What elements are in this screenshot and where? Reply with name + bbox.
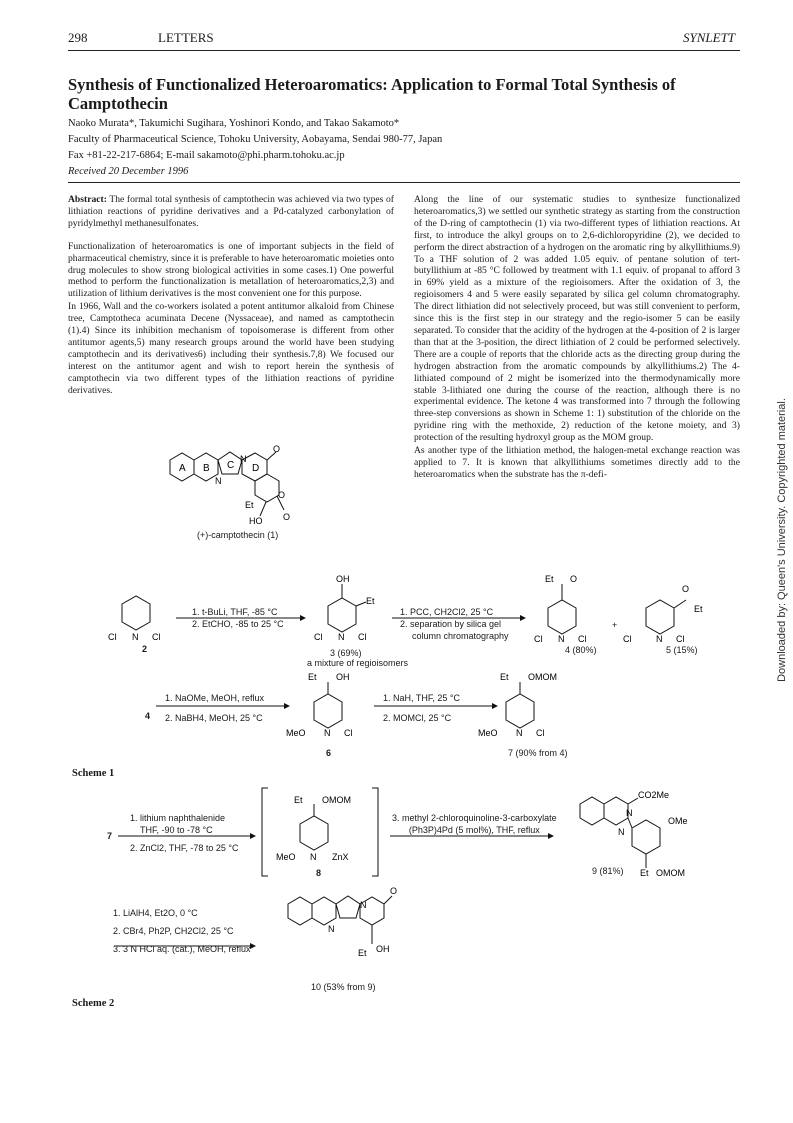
page-number: 298 (68, 30, 88, 45)
atom-cl: Cl (676, 634, 685, 644)
download-notice-wrapper (772, 370, 792, 710)
ring-a-label: A (179, 463, 186, 474)
atom-cl: Cl (108, 632, 117, 642)
affiliation: Faculty of Pharmaceutical Science, Tohoku University, Aobayama, Sendai 980-77, Japan (68, 134, 443, 145)
atom-o: O (278, 490, 286, 500)
abstract-label: Abstract: (68, 194, 107, 205)
condition: (Ph3P)4Pd (5 mol%), THF, reflux (408, 825, 540, 835)
scheme1-diagram (100, 572, 740, 792)
received-date: Received 20 December 1996 (68, 166, 189, 177)
paragraph: Along the line of our systematic studies to synthesize functionalized heteroaromatics,3) we settled our synthetic strategy as starting from the construction of the D-ring of camptothecin (1) via two-different types of lithiation reactions. At first, to introduce the alkyl groups on to 2,6-dichloropyridine (2), we decided to perform the direct abstraction of a hydrogen on the aromatic ring by alkyllithiums.9) To a THF solution of 2 was added 1.05 equiv. of pentane solution of tert-butyllithium at -85 °C followed by treatment with 1.1 equiv. of propanal to afford 3 in 69% yield as a mixture of the regioisomers. After the oxidation of 3, the regioisomers 4 and 5 were easily separated by silica gel column chromatography. The direct lithiation did not selectively proceed, but was still convenient to perform, since this is the first step in our strategy and the regio-isomer 5 can be easily separated. To consider that the acidity of the hydrogen at the 4-position of 2 is larger than that at the 3-position, the direct lithiation of 2 could be performed selectively. There are a couple of reports that the chloride acts as the directing group during the hydrogen abstraction from the aromatic compounds by alkyllithiums.2) The 4-lithiated compound of 2 might be isomerized into the thermodynamically more stable 3-lithiated one during the course of the reaction, although there is no experimental evidence. The ketone 4 was transformed into 7 through the following three-step conversions as shown in Scheme 1: 1) substitution of the chloride on the pyridine ring with the methoxide, 2) reduction of the ketone moiety, and 3) protection of the resulting hydroxyl group as the MOM group. (414, 194, 740, 444)
atom-n: N (215, 476, 222, 486)
scheme2-step1 (130, 812, 238, 854)
scheme2-label: Scheme 2 (72, 998, 115, 1009)
atom-omom: OMOM (528, 672, 557, 682)
condition: 3. 3 N HCl aq. (cat.), MeOH, reflux (113, 944, 251, 954)
atom-cl: Cl (623, 634, 632, 644)
scheme1-label: Scheme 1 (72, 768, 115, 779)
scheme1-step4 (383, 692, 460, 724)
atom-n: N (132, 632, 139, 642)
atom-et: Et (358, 948, 367, 958)
compound-3-note: a mixture of regioisomers (307, 658, 409, 668)
atom-cl: Cl (536, 728, 545, 738)
condition: 1. t-BuLi, THF, -85 °C (192, 607, 278, 617)
condition: 1. LiAlH4, Et2O, 0 °C (113, 908, 198, 918)
atom-n: N (360, 900, 367, 910)
atom-o: O (682, 584, 690, 594)
atom-n: N (338, 632, 345, 642)
atom-et: Et (640, 868, 649, 878)
atom-n: N (328, 924, 335, 934)
start-compound-7: 7 (107, 831, 113, 841)
right-column (414, 194, 740, 482)
atom-cl: Cl (534, 634, 543, 644)
ethyl-group: Et (245, 500, 254, 510)
atom-et: Et (308, 672, 317, 682)
plus-sign: + (612, 620, 618, 630)
atom-n: N (240, 454, 247, 464)
scheme2-step2 (392, 812, 557, 836)
atom-o: O (273, 444, 281, 454)
contact-info: Fax +81-22-217-6864; E-mail sakamoto@phi.pharm.tohoku.ac.jp (68, 150, 345, 161)
atom-cl: Cl (152, 632, 161, 642)
atom-et: Et (294, 795, 303, 805)
ring-c-label: C (227, 460, 235, 471)
compound-6-label: 6 (326, 748, 332, 758)
scheme1-step1 (192, 606, 284, 630)
atom-meo: MeO (276, 852, 296, 862)
journal-name: SYNLETT (683, 30, 736, 45)
abstract (68, 194, 394, 230)
compound-9-label: 9 (81%) (592, 866, 624, 876)
condition: 2. separation by silica gel (400, 619, 502, 629)
atom-cl: Cl (578, 634, 587, 644)
atom-ome: OMe (668, 816, 688, 826)
atom-oh: OH (336, 672, 350, 682)
atom-et: Et (694, 604, 703, 614)
atom-et: Et (545, 574, 554, 584)
condition: 1. NaH, THF, 25 °C (383, 693, 460, 703)
scheme1-step2 (400, 606, 509, 642)
compound-2-label: 2 (142, 644, 148, 654)
start-compound-4: 4 (145, 711, 151, 721)
atom-et: Et (366, 596, 375, 606)
condition: 2. ZnCl2, THF, -78 to 25 °C (130, 843, 239, 853)
download-notice: Downloaded by: Queen's University. Copyrighted material. (776, 398, 788, 682)
compound-10-label: 10 (53% from 9) (311, 982, 376, 992)
figure-caption: (+)-camptothecin (1) (197, 530, 279, 540)
paragraph: Functionalization of heteroaromatics is one of important subjects in the field of pharmaceutical chemistry, since it is preferable to have heteroaromatic moieties onto drug molecules to show strong biological activities in some cases.1) One powerful method to perform the functionalization is metallation of heteroaromatics,2,3) and utilization of lithium derivatives is the most convenient one for this purpose. (68, 240, 394, 300)
condition: 2. EtCHO, -85 to 25 °C (192, 619, 284, 629)
condition: THF, -90 to -78 °C (140, 825, 213, 835)
atom-meo: MeO (478, 728, 498, 738)
atom-o: O (570, 574, 578, 584)
ring-b-label: B (203, 463, 210, 474)
atom-oh: OH (336, 574, 350, 584)
atom-cl: Cl (314, 632, 323, 642)
atom-meo: MeO (286, 728, 306, 738)
atom-o: O (390, 886, 398, 896)
condition: 2. CBr4, Ph2P, CH2Cl2, 25 °C (113, 926, 234, 936)
compound-5-label: 5 (15%) (666, 645, 698, 655)
left-column (68, 194, 394, 398)
paragraph: As another type of the lithiation method, the halogen-metal exchange reaction was applied to 7. It is known that alkyllithiums sometimes directly add to the heteroaromatics when the substrate has the π-defi- (414, 445, 740, 480)
atom-cl: Cl (344, 728, 353, 738)
atom-n: N (310, 852, 317, 862)
abstract-text: The formal total synthesis of camptothecin was achieved via two types of lithiation reactions of pyridine derivatives and a Pd-catalyzed carbonylation of pyridylmethyl methanesulfonates. (68, 194, 394, 229)
atom-omom: OMOM (322, 795, 351, 805)
atom-znx: ZnX (332, 852, 349, 862)
condition: 3. methyl 2-chloroquinoline-3-carboxylate (392, 813, 557, 823)
atom-n: N (516, 728, 523, 738)
ring-d-label: D (252, 463, 260, 474)
compound-4-label: 4 (80%) (565, 645, 597, 655)
atom-n: N (618, 827, 625, 837)
condition: 2. NaBH4, MeOH, 25 °C (165, 713, 263, 723)
condition: 1. PCC, CH2Cl2, 25 °C (400, 607, 494, 617)
condition: column chromatography (412, 631, 509, 641)
atom-oh: OH (376, 944, 390, 954)
condition: 1. NaOMe, MeOH, reflux (165, 693, 265, 703)
header-rule (68, 50, 740, 51)
compound-3-label: 3 (69%) (330, 648, 362, 658)
atom-co2me: CO2Me (638, 790, 670, 800)
atom-n: N (558, 634, 565, 644)
atom-n: N (626, 808, 633, 818)
meta-rule (68, 182, 740, 183)
compound-7-label: 7 (90% from 4) (508, 748, 568, 758)
atom-n: N (324, 728, 331, 738)
scheme2-step3 (113, 907, 251, 955)
atom-o: O (283, 512, 291, 522)
hydroxyl-group: HO (249, 516, 263, 526)
section-label: LETTERS (158, 30, 214, 45)
atom-omom: OMOM (656, 868, 685, 878)
compound-8-label: 8 (316, 868, 322, 878)
article-title: Synthesis of Functionalized Heteroaromatics: Application to Formal Total Synthesis of Camptothecin (68, 75, 676, 113)
atom-et: Et (500, 672, 509, 682)
authors: Naoko Murata*, Takumichi Sugihara, Yoshinori Kondo, and Takao Sakamoto* (68, 118, 400, 129)
atom-cl: Cl (358, 632, 367, 642)
paragraph: In 1966, Wall and the co-workers isolated a potent antitumor alkaloid from Chinese tree, Camptotheca acuminata Decene (Nyssaceae), and named as camptothecin (1).4) Since its inhibition mechanism of topoisomerase is different from other antitumor agents,5) many research groups around the world have been studying camptothecin and its derivatives6) including their synthesis.7,8) We focused our interest on the antitumor agent and wish to report herein the synthesis of camptothecin via two different types of the lithiation reactions of pyridine derivatives. (68, 301, 394, 396)
condition: 2. MOMCl, 25 °C (383, 713, 452, 723)
scheme1-step3 (165, 692, 264, 724)
condition: 1. lithium naphthalenide (130, 813, 226, 823)
atom-n: N (656, 634, 663, 644)
